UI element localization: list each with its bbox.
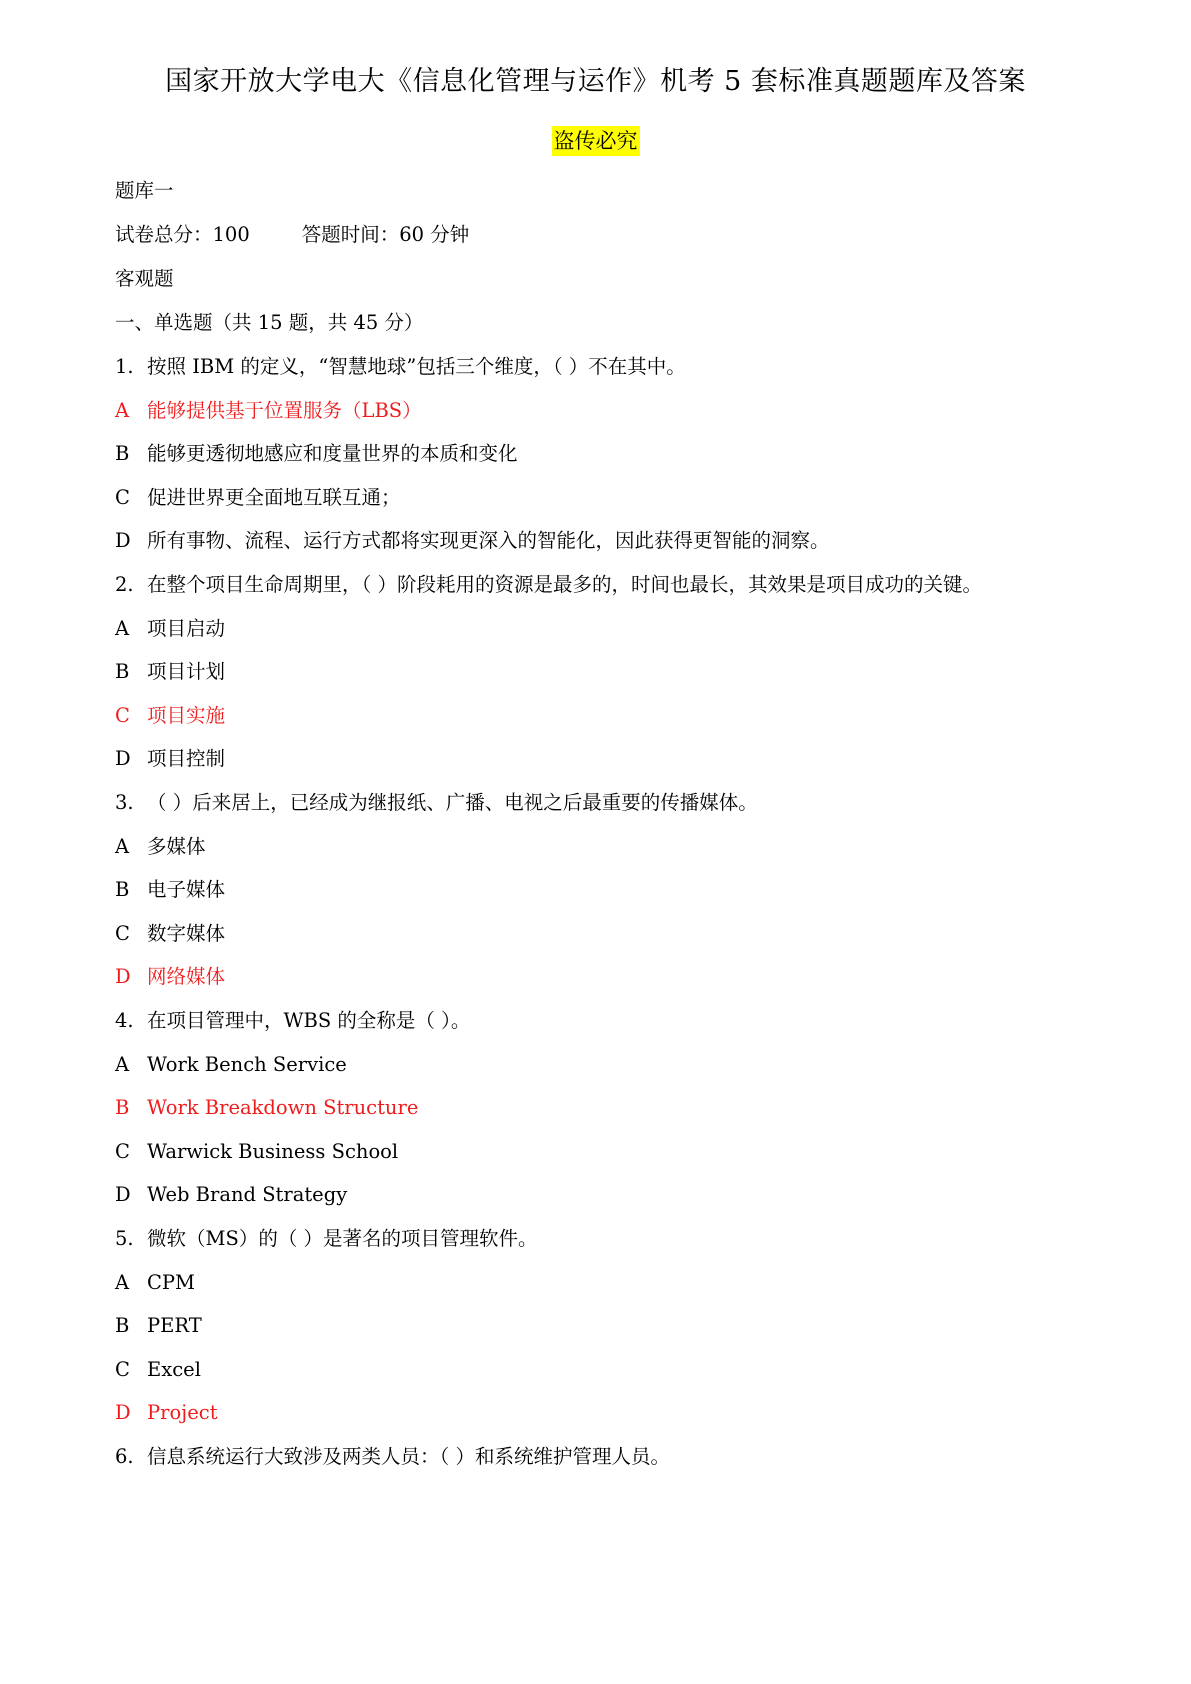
- option-text: 促进世界更全面地互联互通；: [147, 486, 401, 509]
- option-text: PERT: [147, 1314, 202, 1337]
- answer-option: [115, 1269, 195, 1297]
- question-text: [115, 789, 758, 817]
- option-text: 项目实施: [147, 704, 226, 727]
- part-heading: 一、单选题（共 15 题，共 45 分）: [115, 311, 424, 334]
- answer-option: [115, 1181, 347, 1209]
- option-letter: C: [115, 922, 130, 945]
- answer-option: [115, 440, 518, 468]
- option-text: 项目计划: [147, 660, 226, 683]
- answer-option: [115, 1356, 201, 1384]
- question-bank-label: 题库一: [115, 179, 174, 202]
- answer-option-correct: [115, 397, 422, 425]
- question-stem: 信息系统运行大致涉及两类人员：（ ）和系统维护管理人员。: [147, 1445, 670, 1468]
- option-letter: A: [115, 1271, 130, 1294]
- question-stem: 微软（MS）的（ ）是著名的项目管理软件。: [147, 1227, 538, 1250]
- option-letter: C: [115, 486, 130, 509]
- option-text: 项目启动: [147, 617, 226, 640]
- answer-option-correct: [115, 702, 225, 730]
- option-text: 所有事物、流程、运行方式都将实现更深入的智能化，因此获得更智能的洞察。: [147, 529, 830, 552]
- option-text: CPM: [147, 1271, 196, 1294]
- section-heading: 客观题: [115, 267, 174, 290]
- option-text: Web Brand Strategy: [147, 1183, 348, 1206]
- option-text: 项目控制: [147, 747, 226, 770]
- question-stem: 在项目管理中，WBS 的全称是（ ）。: [147, 1009, 471, 1032]
- option-letter: D: [115, 965, 131, 988]
- question-text: [115, 1225, 538, 1253]
- option-letter: D: [115, 529, 131, 552]
- option-text: Warwick Business School: [147, 1140, 399, 1163]
- question-text: [115, 1007, 470, 1035]
- option-letter: B: [115, 1314, 130, 1337]
- answer-option-correct: [115, 1094, 418, 1122]
- document-title: 国家开放大学电大《信息化管理与运作》机考 5 套标准真题题库及答案: [165, 66, 1026, 97]
- option-text: Work Breakdown Structure: [147, 1096, 419, 1119]
- question-number: 5.: [115, 1227, 134, 1250]
- watermark-notice: 盗传必究: [552, 126, 640, 156]
- question-text: [115, 353, 686, 381]
- answer-option: [115, 833, 206, 861]
- option-text: 网络媒体: [147, 965, 226, 988]
- watermark-notice-wrap: [0, 126, 1191, 156]
- option-text: Excel: [147, 1358, 201, 1381]
- exam-duration: 答题时间：60 分钟: [301, 223, 470, 246]
- answer-option-correct: [115, 1399, 218, 1427]
- question-text: [115, 1443, 670, 1471]
- option-letter: B: [115, 660, 130, 683]
- question-number: 2.: [115, 573, 134, 596]
- answer-option: [115, 745, 225, 773]
- answer-option: [115, 527, 830, 555]
- question-stem: （ ）后来居上，已经成为继报纸、广播、电视之后最重要的传播媒体。: [147, 791, 758, 814]
- option-letter: B: [115, 1096, 130, 1119]
- option-text: 能够更透彻地感应和度量世界的本质和变化: [147, 442, 518, 465]
- option-letter: A: [115, 399, 130, 422]
- question-number: 6.: [115, 1445, 134, 1468]
- option-text: 能够提供基于位置服务（LBS）: [147, 399, 422, 422]
- option-letter: C: [115, 1140, 130, 1163]
- question-number: 1.: [115, 355, 134, 378]
- option-letter: C: [115, 1358, 130, 1381]
- option-letter: D: [115, 747, 131, 770]
- answer-option-correct: [115, 963, 225, 991]
- question-number: 4.: [115, 1009, 134, 1032]
- answer-option: [115, 920, 225, 948]
- exam-info: [115, 221, 469, 249]
- option-text: 电子媒体: [147, 878, 226, 901]
- option-letter: B: [115, 878, 130, 901]
- option-letter: C: [115, 704, 130, 727]
- answer-option: [115, 484, 401, 512]
- answer-option: [115, 658, 225, 686]
- option-text: Work Bench Service: [147, 1053, 347, 1076]
- answer-option: [115, 1051, 347, 1079]
- question-text: [115, 571, 982, 599]
- answer-option: [115, 1312, 202, 1340]
- question-stem: 在整个项目生命周期里，（ ）阶段耗用的资源是最多的，时间也最长，其效果是项目成功的关键。: [147, 573, 982, 596]
- option-text: 多媒体: [147, 835, 206, 858]
- question-number: 3.: [115, 791, 134, 814]
- total-score: 试卷总分：100: [115, 223, 250, 246]
- option-letter: D: [115, 1183, 131, 1206]
- question-stem: 按照 IBM 的定义，“智慧地球”包括三个维度，（ ）不在其中。: [147, 355, 686, 378]
- option-text: Project: [147, 1401, 218, 1424]
- answer-option: [115, 1138, 398, 1166]
- option-letter: A: [115, 617, 130, 640]
- option-letter: B: [115, 442, 130, 465]
- answer-option: [115, 615, 225, 643]
- option-letter: A: [115, 835, 130, 858]
- option-text: 数字媒体: [147, 922, 226, 945]
- option-letter: D: [115, 1401, 131, 1424]
- answer-option: [115, 876, 225, 904]
- option-letter: A: [115, 1053, 130, 1076]
